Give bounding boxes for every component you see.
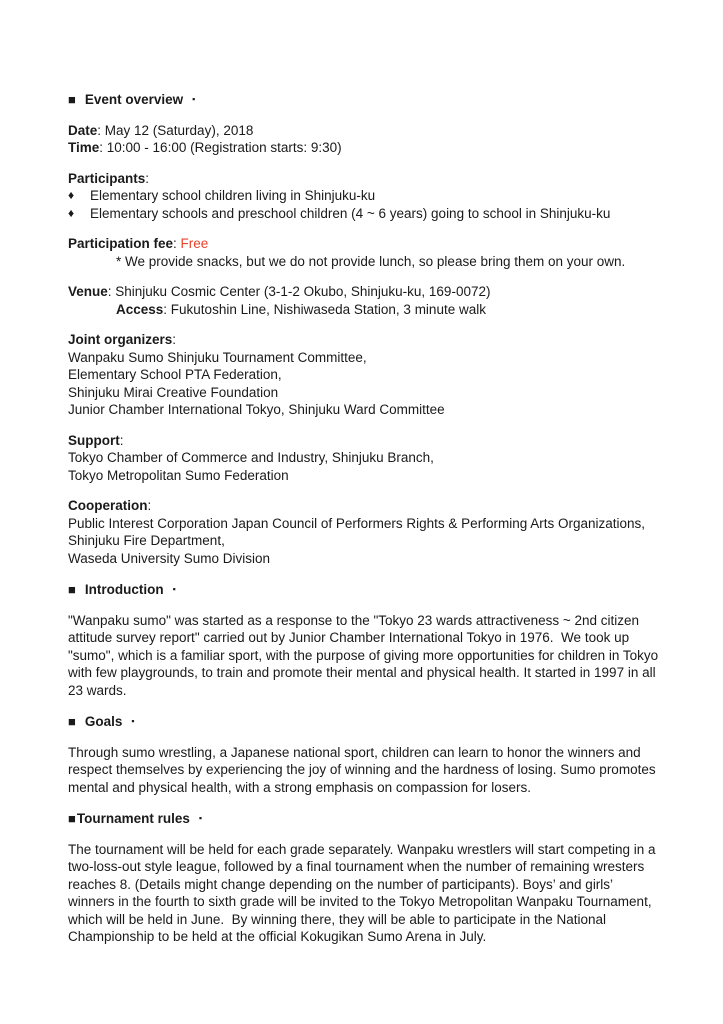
goals-paragraph: Through sumo wrestling, a Japanese national sport, children can learn to honor the winners and respect themselves by experiencing the joy of winning and the hardness of losing. Sumo promotes mental and physical health, with a strong emphasis on compassion for losers.: [68, 744, 660, 795]
document-content: [68, 91, 660, 946]
support-block: [68, 432, 660, 485]
participant-item: [68, 205, 660, 223]
support-label-line: [68, 432, 660, 450]
colon: :: [145, 170, 150, 186]
black-square-icon: ■: [68, 92, 76, 107]
organizer-line: Wanpaku Sumo Shinjuku Tournament Committee,: [68, 349, 367, 365]
time-label: Time: [68, 140, 100, 155]
cooperation-line: Waseda University Sumo Division: [68, 550, 271, 566]
small-black-square-icon: ▪: [192, 94, 196, 104]
participant-item-text: Elementary school children living in Shinjuku-ku: [90, 188, 376, 203]
black-square-icon: ■: [68, 582, 76, 597]
date-line: [68, 122, 660, 140]
participant-item-text: Elementary schools and preschool children (4 ~ 6 years) going to school in Shinjuku-ku: [90, 205, 611, 221]
fee-label: Participation fee: [68, 236, 174, 251]
support-line: Tokyo Metropolitan Sumo Federation: [68, 467, 289, 483]
fee-block: [68, 235, 660, 270]
date-value: : May 12 (Saturday), 2018: [97, 122, 254, 138]
cooperation-label-line: [68, 497, 660, 515]
time-value: : 10:00 - 16:00 (Registration starts: 9:30): [99, 140, 342, 155]
diamond-bullet-icon: ♦: [68, 205, 75, 220]
black-square-icon: ■: [68, 811, 76, 826]
section-heading-introduction: [68, 581, 660, 599]
access-label: Access: [116, 301, 164, 317]
organizer-line: Elementary School PTA Federation,: [68, 367, 282, 382]
section-title: Goals: [84, 714, 123, 729]
date-label: Date: [68, 122, 98, 138]
access-line: [68, 301, 660, 319]
venue-label: Venue: [68, 284, 108, 299]
venue-line: [68, 283, 660, 301]
black-square-icon: ■: [68, 714, 76, 729]
small-black-square-icon: ▪: [131, 716, 135, 726]
venue-value: : Shinjuku Cosmic Center (3-1-2 Okubo, Shinjuku-ku, 169-0072): [107, 284, 491, 299]
section-title: Tournament rules: [76, 811, 190, 826]
section-heading-tournament-rules: [68, 810, 660, 828]
section-title: Introduction: [84, 582, 164, 597]
organizer-line: Shinjuku Mirai Creative Foundation: [68, 384, 279, 400]
cooperation-block: [68, 497, 660, 567]
fee-note: * We provide snacks, but we do not provide lunch, so please bring them on your own.: [116, 253, 626, 269]
small-black-square-icon: ▪: [172, 584, 176, 594]
participant-item: [68, 187, 660, 205]
participants-label-line: [68, 170, 660, 188]
colon: :: [173, 236, 181, 251]
cooperation-label: Cooperation: [68, 498, 148, 513]
colon: :: [147, 498, 152, 513]
support-line: Tokyo Chamber of Commerce and Industry, Shinjuku Branch,: [68, 450, 434, 465]
time-line: [68, 139, 660, 157]
joint-organizers-label-line: [68, 331, 660, 349]
diamond-bullet-icon: ♦: [68, 188, 75, 202]
section-heading-goals: [68, 713, 660, 731]
participants-label: Participants: [68, 170, 146, 186]
small-black-square-icon: ▪: [198, 813, 203, 823]
organizer-line: Junior Chamber International Tokyo, Shinjuku Ward Committee: [68, 402, 445, 417]
colon: :: [119, 432, 124, 448]
cooperation-line: Shinjuku Fire Department,: [68, 533, 225, 548]
tournament-rules-paragraph: The tournament will be held for each grade separately. Wanpaku wrestlers will start competing in a two-loss-out style league, followed by a final tournament when the number of remaining wresters reaches 8. (Details might change depending on the number of participants). Boys’ and girls’ winners in the fourth to sixth grade will be invited to the Tokyo Metropolitan Wanpaku Tournament, which will be held in June. By winning there, they will be able to participate in the National Championship to be held at the official Kokugikan Sumo Arena in July.: [68, 841, 660, 944]
access-value: : Fukutoshin Line, Nishiwaseda Station, 3 minute walk: [163, 301, 486, 317]
date-time-block: [68, 122, 660, 157]
introduction-paragraph: "Wanpaku sumo" was started as a response to the "Tokyo 23 wards attractiveness ~ 2nd citizen attitude survey report" carried out by Junior Chamber International Tokyo in 1976. We took up "sumo", which is a familiar sport, with the purpose of giving more opportunities for children in Tokyo with few playgrounds, to train and promote their mental and physical health. It started in 1997 in all 23 wards.: [68, 612, 662, 698]
venue-block: [68, 283, 660, 318]
support-label: Support: [68, 432, 120, 448]
fee-line: [68, 235, 660, 253]
section-title: Event overview: [84, 92, 184, 107]
cooperation-line: Public Interest Corporation Japan Council of Performers Rights & Performing Arts Organizations,: [68, 515, 646, 531]
section-heading-event-overview: [68, 91, 660, 109]
joint-organizers-block: [68, 331, 660, 419]
participants-block: [68, 170, 660, 223]
joint-organizers-label: Joint organizers: [68, 332, 173, 347]
fee-value: Free: [180, 236, 209, 251]
colon: :: [172, 332, 177, 347]
